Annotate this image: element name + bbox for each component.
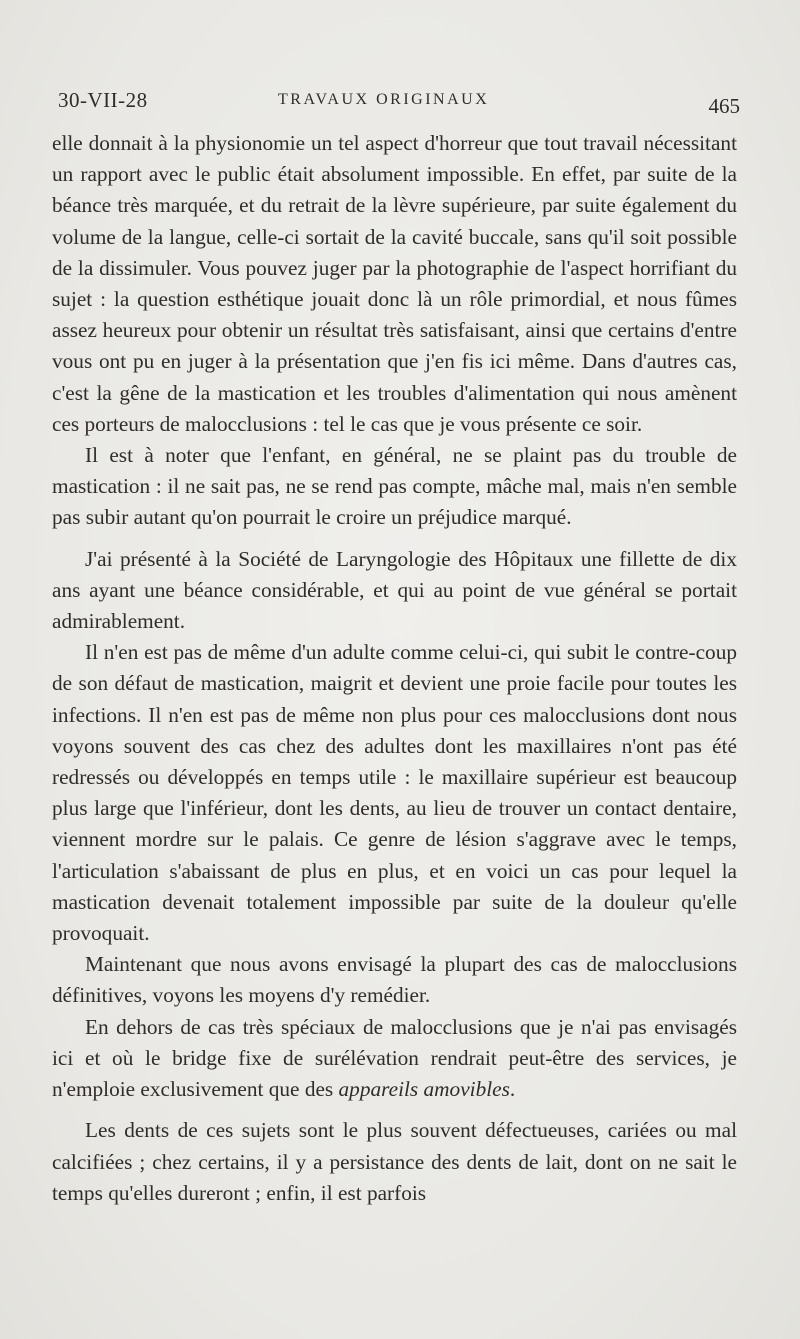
paragraph-3: J'ai présenté à la Société de Laryngologie des Hôpitaux une fillette de dix ans ayant une béance considérable, et qui au point de vue général se portait admirablement. xyxy=(52,546,737,634)
page-number: 465 xyxy=(708,94,740,118)
body-text xyxy=(52,128,737,1209)
paragraph-6-end: . xyxy=(509,1077,516,1102)
running-header xyxy=(58,88,742,122)
header-date: 30-VII-28 xyxy=(58,88,148,112)
emphasis-appareils-amovibles: appareils amovibles xyxy=(338,1077,510,1102)
paragraph-5: Maintenant que nous avons envisagé la plupart des cas de malocclusions définitives, voyons les moyens d'y remédier. xyxy=(52,952,737,1008)
paragraph-7: Les dents de ces sujets sont le plus souvent défectueuses, cariées ou mal calcifiées ; chez certains, il y a persistance des dents de lait, dont on ne sait le temps qu'elles dureront ; enfin, il est parfois xyxy=(52,1118,737,1205)
header-title: TRAVAUX ORIGINAUX xyxy=(278,91,490,108)
paragraph-2: Il est à noter que l'enfant, en général, ne se plaint pas du trouble de mastication : il ne sait pas, ne se rend pas compte, mâche mal, mais n'en semble pas subir autant qu'on pourrait le croire un préjudice marqué. xyxy=(52,443,737,530)
paragraph-1: elle donnait à la physionomie un tel aspect d'horreur que tout travail nécessitant un rapport avec le public était absolument impossible. En effet, par suite de la béance très marquée, et du retrait de la lèvre supérieure, par suite également du volume de la langue, celle-ci sortait de la cavité buccale, sans qu'il soit possible de la dissimuler. Vous pouvez juger par la photographie de l'aspect horrifiant du sujet : la question esthétique jouait donc là un rôle primordial, et nous fûmes assez heureux pour obtenir un résultat très satisfaisant, ainsi que certains d'entre vous ont pu en juger à la présentation que j'en fis ici même. Dans d'autres cas, c'est la gêne de la mastication et les troubles d'alimentation qui nous amènent ces porteurs de malocclusions : tel le cas que je vous présente ce soir. xyxy=(52,131,737,436)
paragraph-4: Il n'en est pas de même d'un adulte comme celui-ci, qui subit le contre-coup de son défaut de mastication, maigrit et devient une proie facile pour toutes les infections. Il n'en est pas de même non plus pour ces malocclusions dont nous voyons souvent des cas chez des adultes dont les maxillaires n'ont pas été redressés ou développés en temps utile : le maxillaire supérieur est beaucoup plus large que l'inférieur, dont les dents, au lieu de trouver un contact dentaire, viennent mordre sur le palais. Ce genre de lésion s'aggrave avec le temps, l'articulation s'abaissant de plus en plus, et en voici un cas pour lequel la mastication devenait totalement impossible par suite de la douleur qu'elle provoquait. xyxy=(52,640,737,946)
paragraph-6-text: En dehors de cas très spéciaux de malocclusions que je n'ai pas envisagés ici et où le bridge fixe de surélévation rendrait peut-être des services, je n'emploie exclusivement que des xyxy=(52,1014,737,1102)
paragraph-6 xyxy=(52,1012,737,1106)
